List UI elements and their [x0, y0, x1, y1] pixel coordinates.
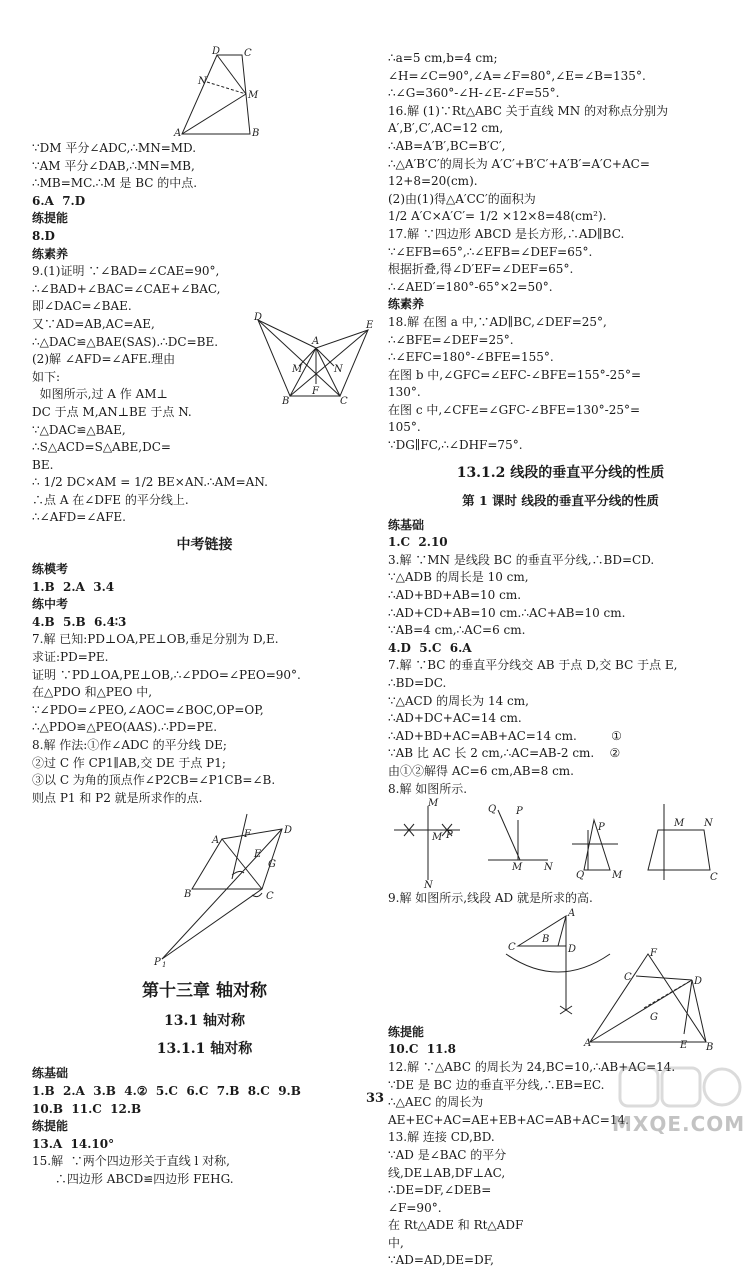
- solution-line: ∴△AEC 的周长为: [388, 1095, 484, 1110]
- section-heading: 中考链接: [176, 537, 233, 554]
- svg-text:N: N: [334, 364, 343, 375]
- solution-line: ∴△DAC≌△BAE(SAS).∴DC=BE.: [32, 334, 219, 349]
- svg-text:B: B: [542, 933, 550, 945]
- solution-line: ∵△ADB 的周长是 10 cm,: [388, 570, 529, 585]
- solution-line: A′,B′,C′,AC=12 cm,: [388, 121, 504, 136]
- svg-text:C: C: [266, 891, 274, 903]
- lesson-heading: 第 1 课时 线段的垂直平分线的性质: [462, 492, 659, 508]
- solution-line: ∵∠EFB=65°,∴∠EFB=∠DEF=65°.: [388, 244, 593, 259]
- solution-line: ②过 C 作 CP1∥AB,交 DE 于点 P1;: [32, 755, 226, 770]
- answer-line: 4.D 5.C 6.A: [388, 640, 472, 655]
- svg-text:D: D: [694, 976, 703, 987]
- solution-line: 由①②解得 AC=6 cm,AB=8 cm.: [388, 763, 574, 778]
- solution-line: (2)由(1)得△A′CC′的面积为: [388, 191, 536, 206]
- solution-line: ∴DE=DF,∠DEB=: [388, 1183, 492, 1198]
- solution-line: ∵DE 是 BC 边的垂直平分线,∴EB=EC.: [388, 1077, 605, 1092]
- solution-line: 在△PDO 和△PEO 中,: [32, 685, 153, 700]
- svg-text:P: P: [516, 806, 523, 818]
- svg-text:A: A: [568, 907, 576, 919]
- figure-quadrilateral-abcd: [32, 46, 377, 139]
- solution-line: ∵AB=4 cm,∴AC=6 cm.: [388, 623, 526, 638]
- solution-line: ∴AD+DC+AC=14 cm.: [388, 711, 522, 726]
- solution-line: 3.解 ∵MN 是线段 BC 的垂直平分线,∴BD=CD.: [388, 552, 655, 567]
- solution-line: ∴∠BAD+∠BAC=∠CAE+∠BAC,: [32, 281, 221, 296]
- svg-text:M: M: [248, 90, 259, 101]
- svg-text:D: D: [254, 312, 263, 323]
- svg-text:F: F: [312, 386, 319, 397]
- figure-problem13: [584, 948, 716, 1053]
- solution-line: ∴AD+BD+AB=10 cm.: [388, 588, 522, 603]
- solution-line: 13.解 连接 CD,BD.: [388, 1130, 495, 1145]
- svg-text:C: C: [624, 972, 632, 983]
- svg-text:M: M: [612, 870, 623, 882]
- svg-text:D: D: [284, 825, 293, 837]
- solution-line: 8.解 作法:①作∠ADC 的平分线 DE;: [32, 738, 227, 752]
- svg-text:1: 1: [162, 961, 167, 970]
- solution-line: 如图所示,过 A 作 AM⊥: [32, 387, 168, 402]
- answer-line: 练提能: [32, 211, 69, 226]
- solution-line: 1/2 A′C×A′C′= 1/2 ×12×8=48(cm²).: [388, 209, 607, 224]
- figure-construction-p1-p2: [32, 809, 377, 969]
- answer-line: 10.C 11.8: [388, 1042, 457, 1057]
- svg-text:B: B: [184, 889, 192, 901]
- answer-line: 练素养: [388, 297, 425, 312]
- page-number: 33: [365, 1091, 385, 1106]
- solution-line: 线,DE⊥AB,DF⊥AC,: [388, 1165, 506, 1180]
- solution-line: 130°.: [388, 385, 421, 400]
- svg-text:A: A: [312, 336, 320, 347]
- svg-text:M: M: [428, 798, 439, 810]
- answer-line: 练中考: [32, 597, 69, 612]
- answer-line: 练模考: [32, 562, 69, 577]
- solution-line: ∵∠PDO=∠PEO,∠AOC=∠BOC,OP=OP,: [32, 702, 264, 717]
- solution-line: ∵AD=AD,DE=DF,: [388, 1253, 494, 1268]
- solution-line: ∵AD 是∠BAC 的平分: [388, 1147, 507, 1162]
- svg-text:G: G: [268, 859, 276, 871]
- solution-line: ∴点 A 在∠DFE 的平分线上.: [32, 492, 189, 507]
- svg-text:M: M: [292, 364, 303, 375]
- svg-text:E: E: [254, 849, 262, 861]
- answer-line: 练基础: [32, 1066, 69, 1081]
- solution-line: 18.解 在图 a 中,∵AD∥BC,∠DEF=25°,: [388, 314, 607, 329]
- svg-text:P: P: [598, 822, 605, 834]
- svg-text:F: F: [244, 829, 251, 841]
- solution-line: DC 于点 M,AN⊥BE 于点 N.: [32, 404, 192, 419]
- answer-line: 10.B 11.C 12.B: [32, 1101, 142, 1116]
- answer-line: 1.B 2.A 3.B 4.② 5.C 6.C 7.B 8.C 9.B: [32, 1083, 301, 1098]
- solution-line: (2)解 ∠AFD=∠AFE.理由: [32, 352, 176, 367]
- svg-text:E: E: [680, 1040, 688, 1051]
- svg-text:G: G: [650, 1012, 658, 1023]
- solution-line: 12+8=20(cm).: [388, 174, 478, 189]
- answer-line: 1.B 2.A 3.4: [32, 579, 115, 594]
- svg-text:N: N: [424, 880, 433, 892]
- answer-line: 练提能: [32, 1119, 69, 1134]
- solution-line: ∴AB=A′B′,BC=B′C′,: [388, 138, 506, 153]
- solution-line: ∴∠AED′=180°-65°×2=50°.: [388, 279, 553, 294]
- solution-line: AE+EC+AC=AE+EB+AC=AB+AC=14.: [388, 1112, 629, 1127]
- solution-line: 8.解 如图所示.: [388, 781, 468, 796]
- solution-line: ∴∠AFD=∠AFE.: [32, 510, 126, 525]
- solution-line: 15.解 ∵两个四边形关于直线 l 对称,: [32, 1154, 230, 1169]
- solution-line: 9.解 如图所示,线段 AD 就是所求的高.: [388, 891, 593, 906]
- svg-text:C: C: [244, 48, 252, 59]
- solution-line: 则点 P1 和 P2 就是所求作的点.: [32, 790, 203, 805]
- solution-line: ∴AD+BD+AC=AB+AC=14 cm. ①: [388, 728, 622, 743]
- chapter-heading: 第十三章 轴对称: [142, 981, 267, 1002]
- svg-text:C: C: [508, 941, 516, 953]
- svg-text:B: B: [706, 1042, 714, 1053]
- svg-text:N: N: [544, 862, 553, 874]
- solution-line: 105°.: [388, 420, 421, 435]
- svg-text:P: P: [446, 830, 453, 842]
- solution-line: 16.解 (1)∵Rt△ABC 关于直线 MN 的对称点分别为: [388, 103, 669, 118]
- solution-line: 如下:: [32, 369, 61, 384]
- solution-line: 中,: [388, 1235, 404, 1250]
- answer-line: 练基础: [388, 517, 425, 532]
- solution-line: ∴△A′B′C′的周长为 A′C′+B′C′+A′B′=A′C+AC=: [388, 156, 650, 171]
- svg-text:A: A: [212, 835, 220, 847]
- svg-text:C: C: [710, 872, 718, 884]
- solution-line: ∴AD+CD+AB=10 cm.∴AC+AB=10 cm.: [388, 605, 626, 620]
- answer-line: 8.D: [32, 228, 55, 243]
- answer-line: 4.B 5.B 6.4∶3: [32, 614, 127, 629]
- solution-line: 根据折叠,得∠D′EF=∠DEF=65°.: [388, 262, 574, 277]
- solution-line: ③以 C 为角的顶点作∠P2CB=∠P1CB=∠B.: [32, 773, 276, 788]
- answer-line: 13.A 14.10°: [32, 1136, 115, 1151]
- solution-line: 即∠DAC=∠BAE.: [32, 299, 132, 314]
- svg-text:N: N: [198, 76, 207, 87]
- solution-line: ∴∠G=360°-∠H-∠E-∠F=55°.: [388, 86, 560, 101]
- svg-text:B: B: [252, 128, 260, 139]
- svg-text:M: M: [432, 832, 443, 844]
- solution-line: 17.解 ∵四边形 ABCD 是长方形,∴AD∥BC.: [388, 226, 625, 241]
- solution-line: ∴∠EFC=180°-∠BFE=155°.: [388, 350, 554, 365]
- left-text-block: [32, 140, 377, 1189]
- solution-line: ∵DG∥FC,∴∠DHF=75°.: [388, 438, 523, 453]
- solution-line: ∵DM 平分∠ADC,∴MN=MD.: [32, 141, 197, 155]
- figure-problem8-constructions: [388, 798, 733, 892]
- answer-line: 6.A 7.D: [32, 193, 86, 208]
- figure-triangles-dac-bae: [254, 312, 374, 407]
- answer-line: 练素养: [32, 246, 69, 261]
- solution-line: 求证:PD=PE.: [32, 650, 109, 665]
- solution-line: BE.: [32, 457, 54, 472]
- solution-line: ∴BD=DC.: [388, 676, 447, 690]
- svg-text:Q: Q: [576, 870, 585, 882]
- svg-text:A: A: [584, 1038, 592, 1049]
- solution-line: ∴S△ACD=S△ABE,DC=: [32, 440, 171, 455]
- svg-text:C: C: [340, 396, 348, 407]
- solution-line: 7.解 ∵BC 的垂直平分线交 AB 于点 D,交 BC 于点 E,: [388, 658, 678, 673]
- svg-text:F: F: [650, 948, 657, 959]
- solution-line: 在 Rt△ADE 和 Rt△ADF: [388, 1218, 524, 1233]
- solution-line: ∵△ACD 的周长为 14 cm,: [388, 693, 529, 708]
- solution-line: ∴a=5 cm,b=4 cm;: [388, 51, 498, 65]
- solution-line: 12.解 ∵△ABC 的周长为 24,BC=10,∴AB+AC=14.: [388, 1059, 676, 1074]
- solution-line: 9.(1)证明 ∵∠BAD=∠CAE=90°,: [32, 264, 220, 279]
- svg-text:D: D: [212, 46, 221, 57]
- solution-line: 又∵AD=AB,AC=AE,: [32, 316, 155, 331]
- svg-text:M: M: [674, 818, 685, 830]
- solution-line: ∴ 1/2 DC×AM = 1/2 BE×AN.∴AM=AN.: [32, 475, 268, 490]
- solution-line: ∵AB 比 AC 长 2 cm,∴AC=AB-2 cm. ②: [388, 746, 621, 761]
- solution-line: ∴∠BFE=∠DEF=25°.: [388, 332, 514, 347]
- section-heading: 13.1.1 轴对称: [156, 1041, 253, 1058]
- solution-line: ∴四边形 ABCD≌四边形 FEHG.: [32, 1171, 234, 1186]
- solution-line: 证明 ∵PD⊥OA,PE⊥OB,∴∠PDO=∠PEO=90°.: [32, 667, 301, 682]
- solution-line: ∠H=∠C=90°,∠A=∠F=80°,∠E=∠B=135°.: [388, 68, 646, 83]
- answer-line: 练提能: [388, 1024, 425, 1039]
- svg-text:E: E: [366, 320, 374, 331]
- solution-line: ∴△PDO≌△PEO(AAS).∴PD=PE.: [32, 720, 218, 735]
- solution-line: 在图 c 中,∠CFE=∠GFC-∠BFE=130°-25°=: [388, 402, 641, 417]
- svg-text:Q: Q: [488, 804, 497, 816]
- left-column: [32, 46, 377, 1189]
- svg-text:M: M: [512, 862, 523, 874]
- svg-text:A: A: [174, 128, 182, 139]
- svg-text:B: B: [282, 396, 290, 407]
- section-heading: 13.1.2 线段的垂直平分线的性质: [456, 464, 665, 481]
- answer-line: 1.C 2.10: [388, 535, 448, 550]
- solution-line: 7.解 已知:PD⊥OA,PE⊥OB,垂足分别为 D,E.: [32, 632, 279, 647]
- solution-line: ∠F=90°.: [388, 1200, 442, 1215]
- solution-line: ∴MB=MC.∴M 是 BC 的中点.: [32, 176, 198, 191]
- section-heading: 13.1 轴对称: [164, 1013, 245, 1030]
- svg-text:P: P: [154, 957, 161, 969]
- watermark-text: MXQE.COM: [612, 1112, 746, 1136]
- svg-text:N: N: [704, 818, 713, 830]
- solution-line: 在图 b 中,∠GFC=∠EFC-∠BFE=155°-25°=: [388, 367, 642, 382]
- solution-line: ∵△DAC≌△BAE,: [32, 422, 126, 437]
- svg-text:D: D: [568, 943, 577, 955]
- solution-line: ∵AM 平分∠DAB,∴MN=MB,: [32, 158, 195, 173]
